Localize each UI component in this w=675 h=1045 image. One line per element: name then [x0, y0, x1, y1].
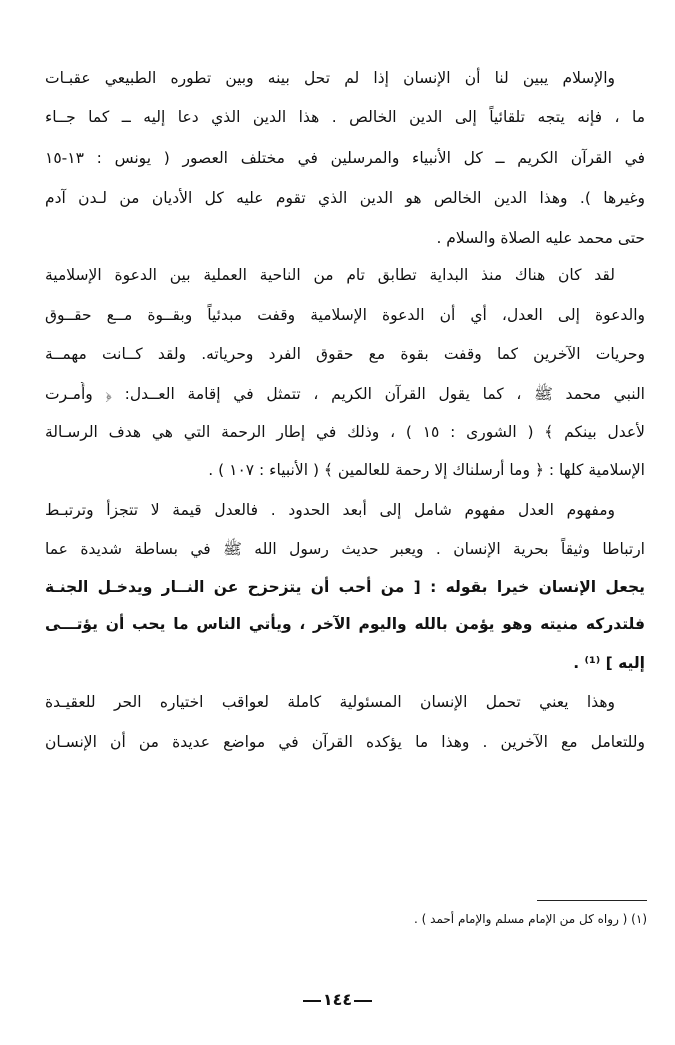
text-line: والدعوة إلى العدل، أي أن الدعوة الإسلامية وقفت مبدئياً وبقــوة مــع حقــوق	[45, 306, 645, 324]
text-line: في القرآن الكريم ــ كل الأنبياء والمرسلين في مختلف العصور ( يونس : ١٣-١٥	[45, 149, 645, 167]
page-number-dash	[354, 1000, 372, 1002]
text-line: وحريات الآخرين كما وقفت بقوة مع حقوق الفرد وحرياته. ولقد كــانت مهمــة	[45, 345, 645, 363]
footnote-divider	[537, 900, 647, 901]
text-line: حتى محمد عليه الصلاة والسلام .	[436, 229, 645, 247]
hadith-line: إليه ] ⁽¹⁾ .	[573, 654, 645, 672]
page-number	[0, 990, 675, 1009]
text-line: ارتباطا وثيقاً بحرية الإنسان . ويعبر حديث رسول الله ﷺ في بساطة شديدة عما	[45, 540, 645, 558]
text-line: وهذا يعني تحمل الإنسان المسئولية كاملة لعواقب اختياره الحر للعقيـدة	[45, 693, 615, 711]
text-line: وللتعامل مع الآخرين . وهذا ما يؤكده القرآن في مواضع عديدة من أن الإنسـان	[45, 733, 645, 751]
text-line: لقد كان هناك منذ البداية تطابق تام من الناحية العملية بين الدعوة الإسلامية	[45, 266, 615, 284]
text-line: ومفهوم العدل مفهوم شامل إلى أبعد الحدود . فالعدل قيمة لا تتجزأ وترتبـط	[45, 501, 615, 519]
hadith-line: يجعل الإنسان خيرا بقوله : [ من أحب أن يتزحزح عن النــار ويدخـل الجنـة	[45, 578, 645, 596]
text-line: النبي محمد ﷺ ، كما يقول القرآن الكريم ، تتمثل في إقامة العــدل: ﴿ وأُمـرت	[45, 385, 645, 403]
footnote: (١) ( رواه كل من الإمام مسلم والإمام أحمد ) .	[414, 912, 647, 926]
text-line: وغيرها ). وهذا الدين الخالص هو الدين الذي تقوم عليه كل الأديان من لـدن آدم	[45, 189, 645, 207]
page-number-dash	[303, 1000, 321, 1002]
hadith-line: فلتدركه منيته وهو يؤمن بالله واليوم الآخر ، ويأتي الناس ما يحب أن يؤتـــى	[45, 615, 645, 633]
text-line: الإسلامية كلها : ﴿ وما أرسلناك إلا رحمة للعالمين ﴾ ( الأنبياء : ١٠٧ ) .	[208, 461, 645, 479]
text-line: ما ، فإنه يتجه تلقائياً إلى الدين الخالص . هذا الدين الذي دعا إليه ــ كما جــاء	[45, 108, 645, 126]
text-line: والإسلام يبين لنا أن الإنسان إذا لم تحل بينه وبين تطوره الطبيعي عقبـات	[45, 69, 615, 87]
text-line: لأعدل بينكم ﴾ ( الشورى : ١٥ ) ، وذلك في إطار الرحمة التي هي هدف الرسـالة	[45, 423, 645, 441]
page-number-value: ١٤٤	[322, 990, 353, 1009]
